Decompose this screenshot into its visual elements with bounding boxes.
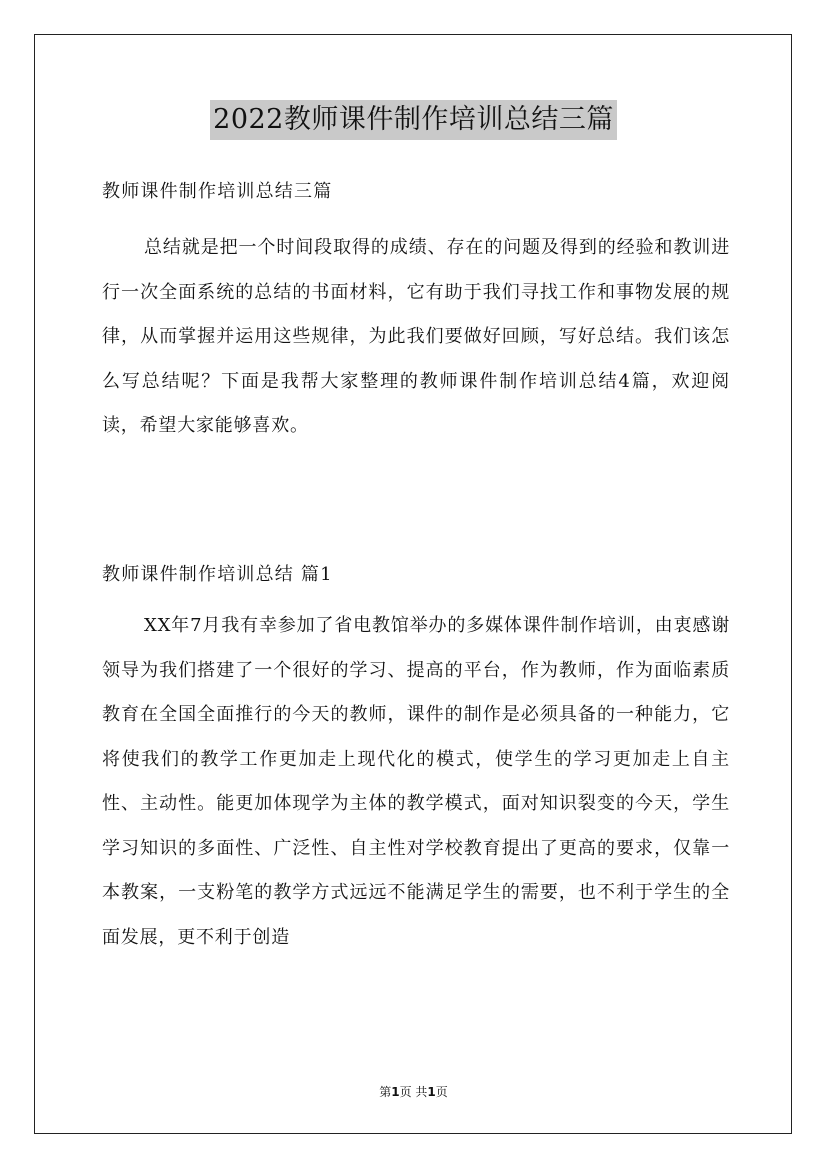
document-title: 2022教师课件制作培训总结三篇 [210,100,617,140]
title-container [0,100,827,140]
footer-current-page: 1 [391,1085,400,1099]
footer-prefix: 第 [379,1085,392,1099]
footer-total-pages: 1 [427,1085,436,1099]
document-subtitle: 教师课件制作培训总结三篇 [102,181,333,202]
section-paragraph: XX年7月我有幸参加了省电教馆举办的多媒体课件制作培训，由衷感谢领导为我们搭建了一个很好的学习、提高的平台，作为教师，作为面临素质教育在全国全面推行的今天的教师，课件的制作是必须具备的一种能力，它将使我们的教学工作更加走上现代化的模式，使学生的学习更加走上自主性、主动性。能更加体现学为主体的教学模式，面对知识裂变的今天，学生学习知识的多面性、广泛性、自主性对学校教育提出了更高的要求，仅靠一本教案，一支粉笔的教学方式远远不能满足学生的需要，也不利于学生的全面发展，更不利于创造 [102,615,730,948]
footer-mid: 页 共 [399,1085,428,1099]
footer-suffix: 页 [435,1085,448,1099]
intro-paragraph: 总结就是把一个时间段取得的成绩、存在的问题及得到的经验和教训进行一次全面系统的总结的书面材料，它有助于我们寻找工作和事物发展的规律，从而掌握并运用这些规律，为此我们要做好回顾，写好总结。我们该怎么写总结呢？下面是我帮大家整理的教师课件制作培训总结4篇，欢迎阅读，希望大家能够喜欢。 [102,237,730,436]
page-footer [0,1084,827,1100]
section-heading: 教师课件制作培训总结 篇1 [102,564,333,585]
